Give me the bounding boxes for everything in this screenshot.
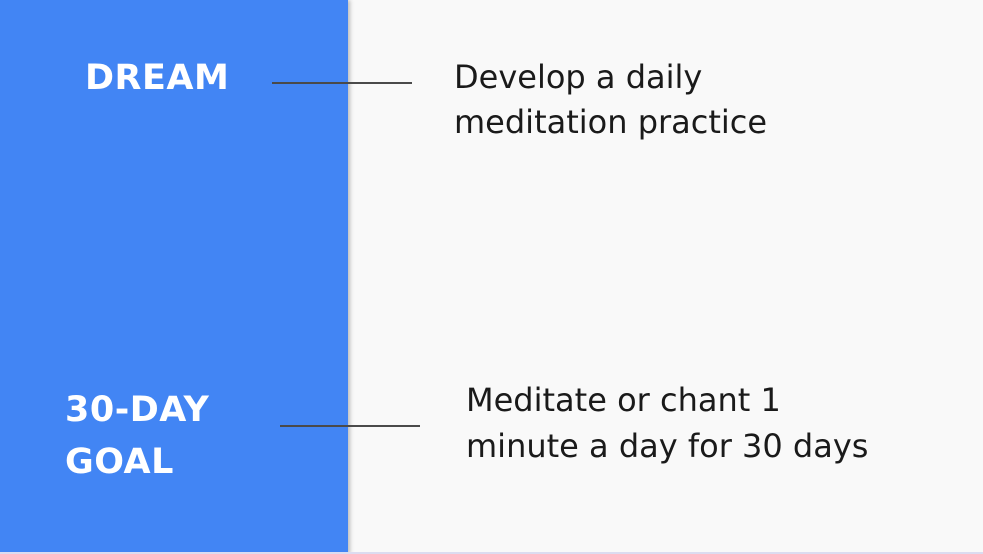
dream-description: Develop a daily meditation practice <box>454 58 768 141</box>
goal-label-line2: GOAL <box>65 442 174 482</box>
dream-connector-line <box>272 82 412 84</box>
goal-label-line1: 30-DAY <box>65 390 210 430</box>
goal-label <box>65 384 265 488</box>
goal-connector-line <box>280 425 420 427</box>
goal-description: Meditate or chant 1 minute a day for 30 days <box>466 381 869 465</box>
dream-label: DREAM <box>85 58 230 98</box>
